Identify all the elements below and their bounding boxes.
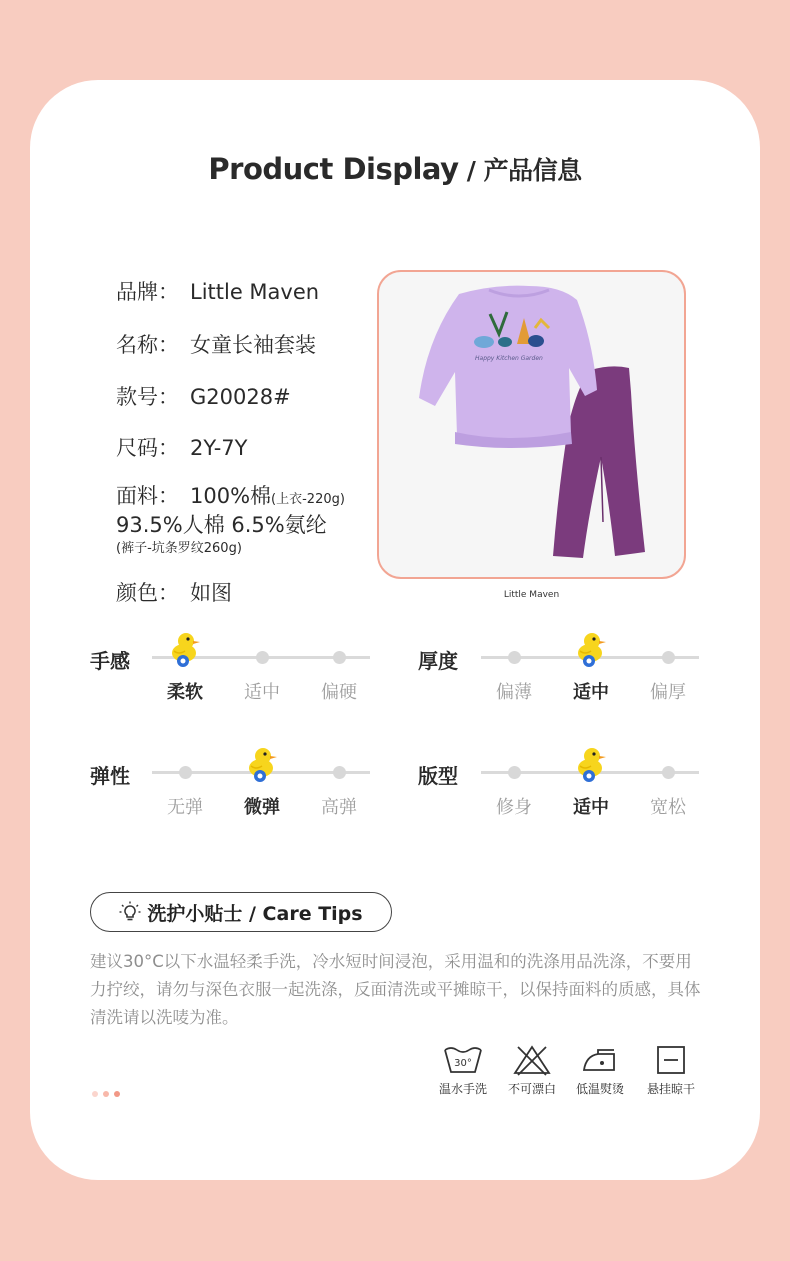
photo-caption: Little Maven [503, 590, 560, 600]
scale-dot [508, 766, 521, 779]
care-tips-text: 建议30°C以下水温轻柔手洗，冷水短时间浸泡，采用温和的洗涤用品洗涤，不要用力拧绞，请勿与深色衣服一起洗涤，反面清洗或平摊晾干，以保持面料的质感，具体清洗请以洗唛为准。 [90, 952, 701, 1027]
brand-value: Little Maven [190, 280, 320, 304]
scale-title: 手感 [90, 649, 130, 673]
care-hang-dry [636, 1044, 706, 1097]
fabric-line2: 93.5%人棉 6.5%氨纶 [116, 513, 327, 537]
scale-option: 适中 [573, 682, 609, 703]
scale-title: 版型 [418, 764, 458, 788]
scale-option: 宽松 [650, 797, 686, 818]
scale-dot [179, 766, 192, 779]
scale-option: 高弹 [321, 797, 357, 818]
care-no-bleach [497, 1044, 567, 1097]
care-low-iron [565, 1044, 635, 1097]
care-label-hang-dry: 悬挂晾干 [646, 1082, 695, 1096]
care-label-low-iron: 低温熨烫 [575, 1082, 624, 1096]
care-label-hand-wash: 温水手洗 [438, 1082, 487, 1096]
page-dot-1 [92, 1091, 98, 1097]
title-main: Product Display [208, 152, 459, 186]
duck-marker-icon [244, 744, 280, 784]
fabric-label: 面料： [116, 484, 179, 508]
page-dot-3 [114, 1091, 120, 1097]
title-separator: / [458, 156, 484, 185]
page-dot-2 [103, 1091, 109, 1097]
outfit-illustration [379, 272, 684, 577]
scale-option: 适中 [573, 797, 609, 818]
style-label: 款号： [116, 385, 179, 409]
hang-dry-icon [651, 1044, 691, 1076]
product-photo [377, 270, 686, 579]
duck-marker-icon [573, 629, 609, 669]
hand-wash-30-icon [443, 1044, 483, 1076]
svg-text:30°: 30° [454, 1058, 472, 1069]
color-row [116, 577, 232, 607]
scale-option: 偏薄 [496, 682, 532, 703]
scale-title: 厚度 [418, 649, 458, 673]
duck-marker-icon [167, 629, 203, 669]
scale-dot [333, 766, 346, 779]
size-row [116, 432, 247, 462]
size-label: 尺码： [116, 436, 179, 460]
style-row [116, 381, 291, 411]
scale-option: 偏厚 [650, 682, 686, 703]
no-bleach-icon [512, 1044, 552, 1076]
fabric-row [116, 480, 345, 510]
low-iron-icon [580, 1044, 620, 1076]
duck-marker-icon [573, 744, 609, 784]
name-row [116, 329, 316, 359]
fabric-pants-note: (裤子-坑条罗纹260g) [116, 541, 242, 556]
care-tips-label: 洗护小贴士 / Care Tips [147, 902, 363, 925]
size-value: 2Y-7Y [190, 436, 248, 460]
scale-dot [256, 651, 269, 664]
fabric-top-note: (上衣-220g) [271, 492, 345, 507]
scale-dot [662, 651, 675, 664]
lightbulb-icon [119, 901, 141, 923]
name-label: 名称： [116, 333, 179, 357]
care-hand-wash [428, 1044, 498, 1097]
title-sub: 产品信息 [483, 156, 582, 185]
care-label-no-bleach: 不可漂白 [507, 1082, 556, 1096]
scale-option: 无弹 [167, 797, 203, 818]
scale-option: 柔软 [167, 682, 203, 703]
care-tips-pill [90, 892, 392, 932]
scale-option: 修身 [496, 797, 532, 818]
color-label: 颜色： [116, 581, 179, 605]
brand-row [116, 276, 319, 306]
brand-label: 品牌： [116, 280, 179, 304]
scale-dot [662, 766, 675, 779]
scale-option: 微弹 [244, 797, 280, 818]
page-title [0, 151, 790, 187]
scale-title: 弹性 [90, 764, 130, 788]
scale-option: 适中 [244, 682, 280, 703]
scale-dot [508, 651, 521, 664]
color-value: 如图 [190, 581, 232, 605]
style-value: G20028# [190, 385, 291, 409]
fabric-main: 100%棉 [190, 484, 272, 508]
svg-text:Happy Kitchen Garden: Happy Kitchen Garden [475, 355, 543, 362]
name-value: 女童长袖套装 [190, 333, 316, 357]
scale-option: 偏硬 [321, 682, 357, 703]
scale-dot [333, 651, 346, 664]
